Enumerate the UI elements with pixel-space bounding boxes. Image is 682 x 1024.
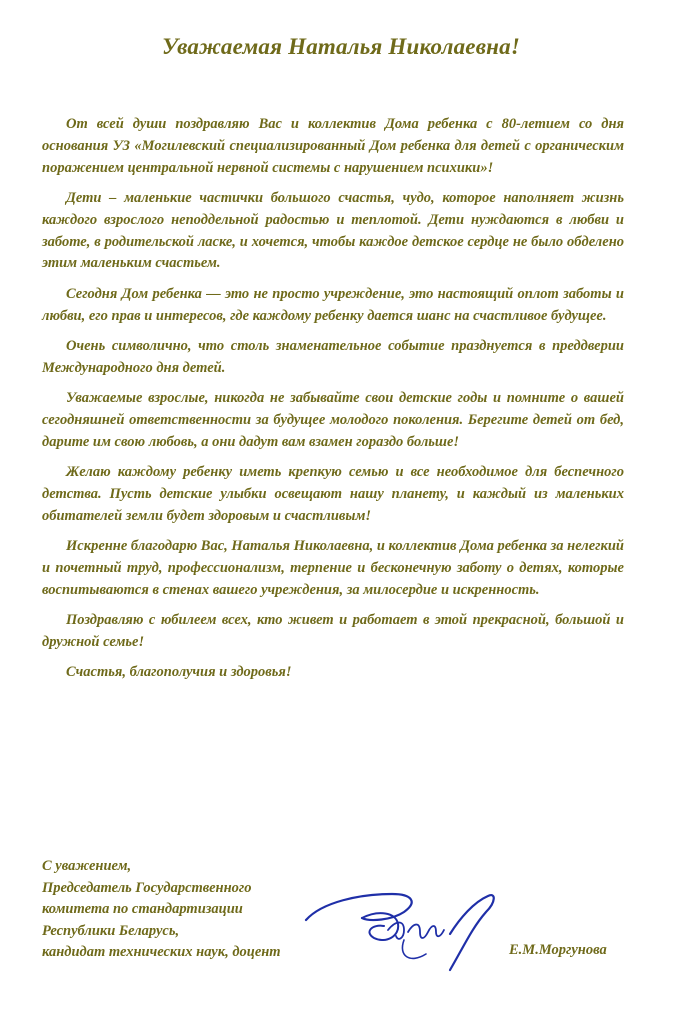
- letter-body: [42, 114, 624, 693]
- letter-paragraph: Уважаемые взрослые, никогда не забывайте свои детские годы и помните о вашей сегодняшней ответственности за будущее молодого поколения. Берегите детей от бед, дарите им свою любовь, а они дадут вам взамен гораздо больше!: [42, 390, 624, 450]
- letter-paragraph: От всей души поздравляю Вас и коллектив Дома ребенка с 80-летием со дня основания УЗ «Могилевский специализированный Дом ребенка для детей с органическим поражением центральной нервной системы с нарушением психики»!: [42, 116, 624, 176]
- letter-paragraph: Дети – маленькие частички большого счастья, чудо, которое наполняет жизнь каждого взрослого неподдельной радостью и теплотой. Дети нуждаются в любви и заботе, в родительской ласке, и хочется, чтобы каждое детское сердце не было обделено этим маленьким счастьем.: [42, 189, 624, 272]
- signature-block: [42, 856, 342, 964]
- signature-line: Республики Беларусь,: [42, 922, 180, 939]
- signature-line: С уважением,: [42, 858, 132, 874]
- signature-line: Председатель Государственного: [42, 879, 252, 896]
- signature-line: комитета по стандартизации: [42, 901, 243, 918]
- letter-paragraph: Поздравляю с юбилеем всех, кто живет и работает в этой прекрасной, большой и дружной семье!: [42, 612, 624, 650]
- letter-paragraph: Сегодня Дом ребенка — это не просто учреждение, это настоящий оплот заботы и любви, его прав и интересов, где каждому ребенку дается шанс на счастливое будущее.: [42, 285, 624, 324]
- letter-greeting: Уважаемая Наталья Николаевна!: [161, 34, 521, 59]
- letter-paragraph: Желаю каждому ребенку иметь крепкую семью и все необходимое для беспечного детства. Пусть детские улыбки освещают нашу планету, и каждый из маленьких обитателей земли будет здоровым и счастливым!: [42, 464, 624, 524]
- signature-line: кандидат технических наук, доцент: [42, 944, 281, 961]
- handwritten-signature: [300, 872, 500, 982]
- letter-paragraph: Искренне благодарю Вас, Наталья Николаевна, и коллектив Дома ребенка за нелегкий и почетный труд, профессионализм, терпение и бесконечную заботу о детях, которые воспитываются в стенах вашего учреждения, за милосердие и искренность.: [42, 538, 624, 598]
- signer-name: Е.М.Моргунова: [509, 942, 607, 958]
- letter-paragraph: Очень символично, что столь знаменательное событие празднуется в преддверии Международного дня детей.: [42, 337, 624, 376]
- letter-paragraph: Счастья, благополучия и здоровья!: [66, 664, 292, 681]
